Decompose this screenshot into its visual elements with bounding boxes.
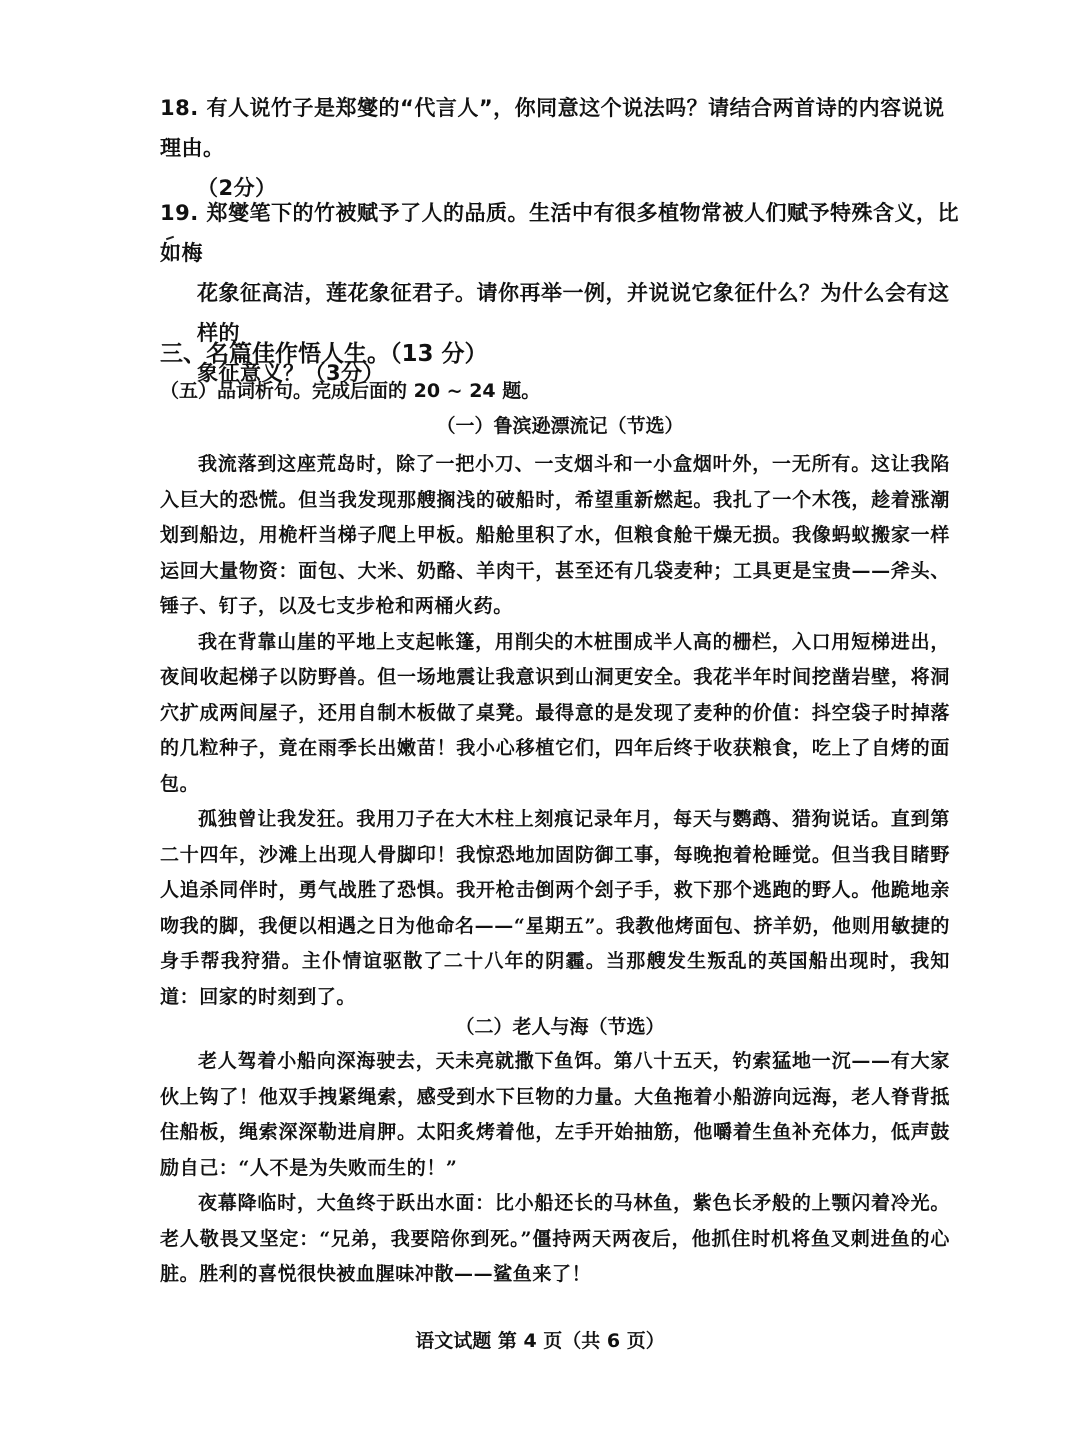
question-18-text: 18. 有人说竹子是郑燮的“代言人”，你同意这个说法吗？请结合两首诗的内容说说理由。 (160, 96, 945, 160)
question-19-line-1: 19. 郑燮笔下的竹被赋予了人的品质。生活中有很多植物常被人们赋予特殊含义，比如梅 (160, 201, 960, 265)
question-18 (160, 88, 960, 208)
passage-2-body (160, 1044, 950, 1293)
question-18-score: （2分） (197, 176, 277, 200)
passage-1-paragraph-2: 我在背靠山崖的平地上支起帐篷，用削尖的木桩围成半人高的栅栏，入口用短梯进出，夜间收起梯子以防野兽。但一场地震让我意识到山洞更安全。我花半年时间挖凿岩壁，将洞穴扩成两间屋子，还用自制木板做了桌凳。最得意的是发现了麦种的价值：抖空袋子时掉落的几粒种子，竟在雨季长出嫩苗！我小心移植它们，四年后终于收获粮食，吃上了自烤的面包。 (160, 630, 950, 795)
passage-1-paragraph-3: 孤独曾让我发狂。我用刀子在大木柱上刻痕记录年月，每天与鹦鹉、猎狗说话。直到第二十四年，沙滩上出现人骨脚印！我惊恐地加固防御工事，每晚抱着枪睡觉。但当我目睹野人追杀同伴时，勇气战胜了恐惧。我开枪击倒两个刽子手，救下那个逃跑的野人。他跪地亲吻我的脚，我便以相遇之日为他命名——“星期五”。我教他烤面包、挤羊奶，他则用敏捷的身手帮我狩猎。主仆情谊驱散了二十八年的阴霾。当那艘发生叛乱的英国船出现时，我知道：回家的时刻到了。 (160, 808, 950, 1008)
passage-1-paragraph-1: 我流落到这座荒岛时，除了一把小刀、一支烟斗和一小盒烟叶外，一无所有。这让我陷入巨大的恐慌。但当我发现那艘搁浅的破船时，希望重新燃起。我扎了一个木筏，趁着涨潮划到船边，用桅杆当梯子爬上甲板。船舱里积了水，但粮食舱干燥无损。我像蚂蚁搬家一样运回大量物资：面包、大米、奶酪、羊肉干，甚至还有几袋麦种；工具更是宝贵——斧头、锤子、钉子，以及七支步枪和两桶火药。 (160, 453, 950, 617)
passage-2-title: （二）老人与海（节选） (455, 1016, 665, 1038)
page-footer: 语文试题 第 4 页（共 6 页） (415, 1330, 665, 1352)
question-19-line-2: 花象征高洁，莲花象征君子。请你再举一例，并说说它象征什么？为什么会有这样的 (197, 281, 950, 345)
section-subtitle: （五）品词析句。完成后面的 20 ~ 24 题。 (160, 380, 541, 402)
section-title: 三、名篇佳作悟人生。（13 分） (160, 341, 488, 367)
passage-1-title: （一）鲁滨逊漂流记（节选） (436, 415, 684, 437)
passage-2-paragraph-1: 老人驾着小船向深海驶去，天未亮就撒下鱼饵。第八十五天，钓索猛地一沉——有大家伙上钩了！他双手拽紧绳索，感受到水下巨物的力量。大鱼拖着小船游向远海，老人脊背抵住船板，绳索深深勒进肩胛。太阳炙烤着他，左手开始抽筋，他嚼着生鱼补充体力，低声鼓励自己：“人不是为失败而生的！” (160, 1050, 950, 1179)
passage-2-paragraph-2: 夜幕降临时，大鱼终于跃出水面：比小船还长的马林鱼，紫色长矛般的上颚闪着冷光。老人敬畏又坚定：“兄弟，我要陪你到死。”僵持两天两夜后，他抓住时机将鱼叉刺进鱼的心脏。胜利的喜悦很快被血腥味冲散——鲨鱼来了！ (160, 1192, 950, 1285)
question-19-line-3: 象征意义？（3分） (197, 361, 385, 385)
passage-1-body (160, 447, 950, 1015)
